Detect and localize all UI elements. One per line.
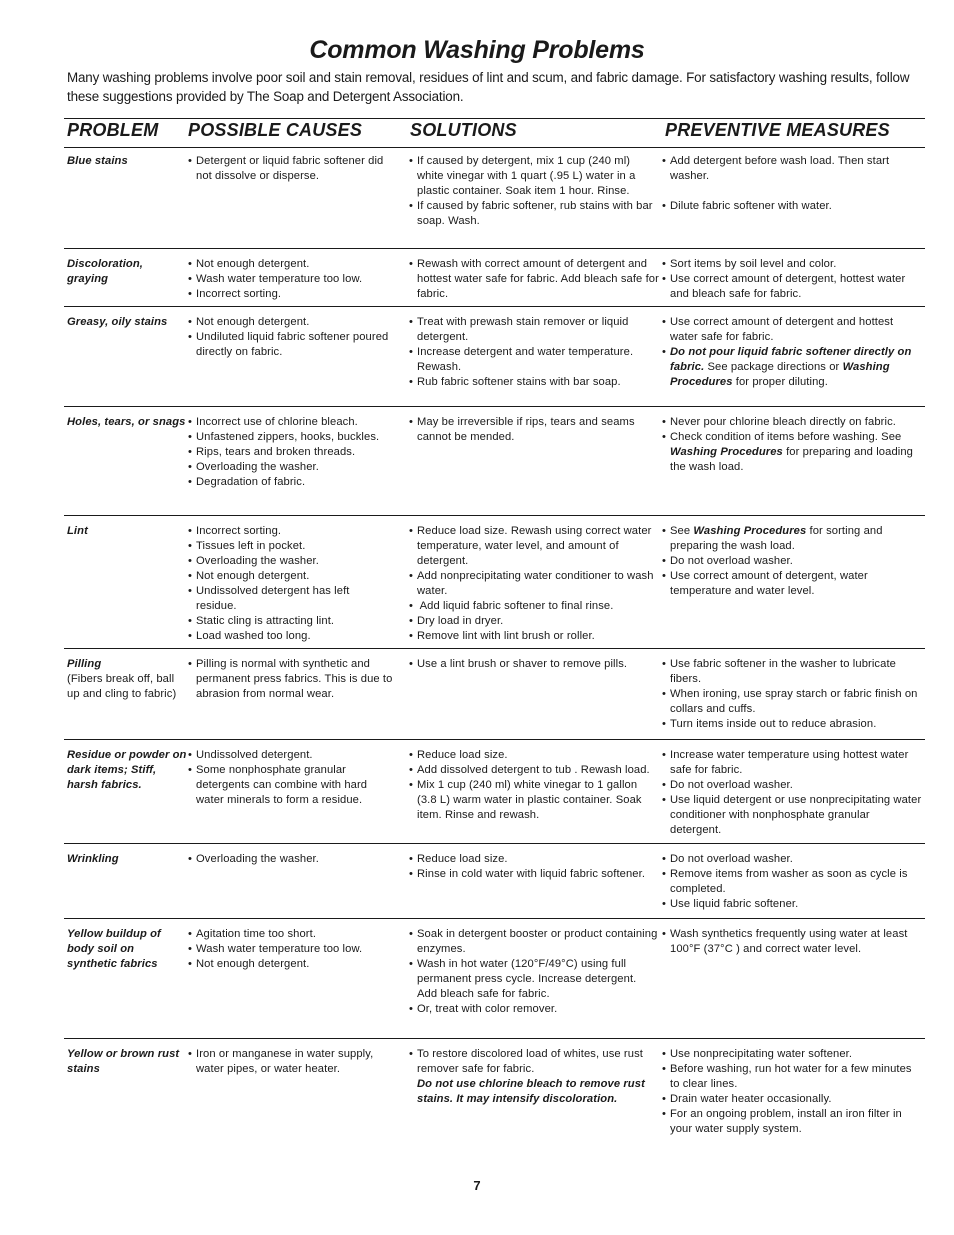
table-row: [64, 740, 925, 844]
solutions-cell: [409, 657, 659, 672]
list-item: • Before washing, run hot water for a few minutes to clear lines.: [662, 1062, 922, 1092]
list-item: • Do not overload washer.: [662, 554, 922, 569]
list-item: • Wash water temperature too low.: [188, 942, 393, 957]
causes-cell: [188, 315, 393, 360]
preventive-cell: [662, 524, 922, 599]
body-text: See: [670, 525, 694, 537]
causes-cell: [188, 748, 393, 808]
list-item: • Treat with prewash stain remover or liquid detergent.: [409, 315, 659, 345]
list-item: • Rinse in cold water with liquid fabric softener.: [409, 867, 659, 882]
list-item: • Overloading the washer.: [188, 554, 393, 569]
solutions-cell: [409, 524, 659, 644]
list-item: Add bleach safe for fabric.: [417, 988, 550, 1000]
causes-cell: [188, 1047, 393, 1077]
list-item: • Dry load in dryer.: [409, 614, 659, 629]
problem-cell: Discoloration, graying: [67, 258, 143, 285]
list-item: • Incorrect sorting.: [188, 287, 393, 302]
list-item: [662, 430, 922, 475]
causes-cell: [188, 524, 393, 644]
preventive-cell: [662, 415, 922, 475]
preventive-cell: [662, 257, 922, 302]
causes-cell: [188, 257, 393, 302]
list-item: • Some nonphosphate granular detergents can combine with hard water minerals to form a residue.: [188, 763, 393, 808]
table-row: [64, 649, 925, 740]
causes-cell: [188, 154, 393, 184]
list-item: • Incorrect use of chlorine bleach.: [188, 415, 393, 430]
solutions-cell: [409, 852, 659, 882]
list-item: • Static cling is attracting lint.: [188, 614, 393, 629]
list-item: • Wash synthetics frequently using water at least 100°F (37°C ) and correct water level.: [662, 927, 922, 957]
list-item: • Add nonprecipitating water conditioner to wash water.: [409, 569, 659, 599]
list-item: • Reduce load size.: [409, 748, 659, 763]
list-item: • Use correct amount of detergent, hottest water and bleach safe for fabric.: [662, 272, 922, 302]
table-row: [64, 919, 925, 1039]
list-item: • Unfastened zippers, hooks, buckles.: [188, 430, 393, 445]
causes-cell: [188, 927, 393, 972]
problem-subtitle: (Fibers break off, ball up and cling to fabric): [67, 673, 177, 700]
problem-cell: Residue or powder on dark items; Stiff, harsh fabrics.: [67, 749, 187, 791]
list-item: • Use fabric softener in the washer to lubricate fibers.: [662, 657, 922, 687]
list-item: • Overloading the washer.: [188, 852, 393, 867]
list-item: [662, 345, 922, 390]
solutions-cell: [409, 1047, 659, 1107]
list-item: • Use nonprecipitating water softener.: [662, 1047, 922, 1062]
list-item: • Add dissolved detergent to tub . Rewash load.: [409, 763, 659, 778]
solutions-cell: [409, 257, 659, 302]
emphasis-text: Washing Procedures: [670, 446, 783, 458]
list-item: • Pilling is normal with synthetic and permanent press fabrics. This is due to abrasion from normal wear.: [188, 657, 393, 702]
table-row: [64, 146, 925, 249]
list-item: • Iron or manganese in water supply, water pipes, or water heater.: [188, 1047, 393, 1077]
causes-cell: [188, 657, 393, 702]
body-text: for proper diluting.: [732, 376, 828, 388]
table-row: [64, 307, 925, 407]
list-item: • Rips, tears and broken threads.: [188, 445, 393, 460]
preventive-cell: [662, 748, 922, 838]
preventive-cell: [662, 657, 922, 732]
list-item: • If caused by fabric softener, rub stains with bar soap. Wash.: [409, 199, 659, 229]
body-text: See package directions or: [704, 361, 843, 373]
list-item: • Rub fabric softener stains with bar soap.: [409, 375, 659, 390]
preventive-cell: [662, 852, 922, 912]
problem-cell: Yellow or brown rust stains: [67, 1048, 180, 1075]
emphasis-text: Washing Procedures: [693, 525, 807, 537]
preventive-cell: [662, 1047, 922, 1137]
list-item: • Increase detergent and water temperature. Rewash.: [409, 345, 659, 375]
list-item: • Use liquid detergent or use nonprecipitating water conditioner with nonphosphate granular detergent.: [662, 793, 922, 838]
problem-cell: [67, 657, 187, 702]
list-item: • Use a lint brush or shaver to remove pills.: [409, 657, 659, 672]
list-item: • Overloading the washer.: [188, 460, 393, 475]
list-item: • Turn items inside out to reduce abrasion.: [662, 717, 922, 732]
list-item: • Increase water temperature using hottest water safe for fabric.: [662, 748, 922, 778]
table-header: [64, 118, 925, 148]
list-item: • Never pour chlorine bleach directly on fabric.: [662, 415, 922, 430]
list-item: • Do not overload washer.: [662, 852, 922, 867]
solutions-cell: [409, 154, 659, 229]
list-item: • Use correct amount of detergent, water temperature and water level.: [662, 569, 922, 599]
problem-cell: Lint: [67, 525, 88, 537]
body-text: Check condition of items before washing. See: [670, 431, 902, 443]
list-item: • Use liquid fabric softener.: [662, 897, 922, 912]
list-item: • Drain water heater occasionally.: [662, 1092, 922, 1107]
list-item: • Add liquid fabric softener to final rinse.: [409, 599, 659, 614]
list-item: • Or, treat with color remover.: [409, 1002, 659, 1017]
list-item: • Not enough detergent.: [188, 257, 393, 272]
table-row: [64, 1039, 925, 1143]
list-item: • For an ongoing problem, install an iron filter in your water supply system.: [662, 1107, 922, 1137]
list-item: • When ironing, use spray starch or fabric finish on collars and cuffs.: [662, 687, 922, 717]
body-text: for sorting and preparing the wash load.: [670, 525, 883, 552]
problem-cell: Greasy, oily stains: [67, 316, 168, 328]
list-item: • Tissues left in pocket.: [188, 539, 393, 554]
list-item: • Sort items by soil level and color.: [662, 257, 922, 272]
header-possible-causes: POSSIBLE CAUSES: [188, 120, 363, 140]
list-item: • Reduce load size. Rewash using correct water temperature, water level, and amount of detergent.: [409, 524, 659, 569]
causes-cell: [188, 852, 393, 867]
problem-cell: Yellow buildup of body soil on synthetic fabrics: [67, 928, 161, 970]
table-row: [64, 249, 925, 307]
header-preventive-measures: PREVENTIVE MEASURES: [665, 120, 890, 140]
header-problem: PROBLEM: [67, 120, 159, 140]
list-item: • Incorrect sorting.: [188, 524, 393, 539]
intro-paragraph: Many washing problems involve poor soil and stain removal, residues of lint and scum, and fabric damage. For satisfactory washing results, follow these suggestions provided by The Soap and Detergent Association.: [67, 70, 910, 104]
list-item: • Add detergent before wash load. Then start washer.: [662, 154, 922, 184]
list-item: • Load washed too long.: [188, 629, 393, 644]
preventive-cell: [662, 315, 922, 390]
list-item: • Undiluted liquid fabric softener poured directly on fabric.: [188, 330, 393, 360]
list-item: • Reduce load size.: [409, 852, 659, 867]
list-item: • If caused by detergent, mix 1 cup (240 ml) white vinegar with 1 quart (.95 L) water in a plastic container. Soak item 1 hour. Rinse.: [409, 154, 659, 199]
solutions-cell: [409, 415, 659, 445]
solutions-cell: [409, 927, 659, 1017]
causes-cell: [188, 415, 393, 490]
list-item: • Soak in detergent booster or product containing enzymes.: [409, 927, 659, 957]
table-row: [64, 844, 925, 919]
table-row: [64, 516, 925, 649]
list-item: • Detergent or liquid fabric softener did not dissolve or disperse.: [188, 154, 393, 184]
list-item: • Do not overload washer.: [662, 778, 922, 793]
list-item: • Rewash with correct amount of detergent and hottest water safe for fabric. Add bleach safe for fabric.: [409, 257, 659, 302]
list-item: • Remove items from washer as soon as cycle is completed.: [662, 867, 922, 897]
problem-cell: Wrinkling: [67, 853, 119, 865]
list-item: • Not enough detergent.: [188, 569, 393, 584]
list-item: • Undissolved detergent has left residue.: [188, 584, 393, 614]
header-solutions: SOLUTIONS: [410, 120, 517, 140]
solutions-cell: [409, 748, 659, 823]
list-item: • Dilute fabric softener with water.: [662, 199, 922, 214]
list-item: • To restore discolored load of whites, use rust remover safe for fabric.: [409, 1047, 659, 1077]
solutions-cell: [409, 315, 659, 390]
problem-title: Pilling: [67, 658, 102, 670]
list-item: • Not enough detergent.: [188, 957, 393, 972]
preventive-cell: [662, 154, 922, 214]
preventive-cell: [662, 927, 922, 957]
page-title: Common Washing Problems: [309, 36, 645, 64]
warning-text: Do not use chlorine bleach to remove rust stains. It may intensify discoloration.: [417, 1078, 645, 1105]
problem-cell: Holes, tears, or snags: [67, 416, 186, 428]
list-item: • Remove lint with lint brush or roller.: [409, 629, 659, 644]
list-item: • Wash in hot water (120°F/49°C) using full permanent press cycle. Increase detergent.: [409, 957, 659, 987]
list-item: • May be irreversible if rips, tears and seams cannot be mended.: [409, 415, 659, 445]
list-item: • Use correct amount of detergent and hottest water safe for fabric.: [662, 315, 922, 345]
list-item: • Agitation time too short.: [188, 927, 393, 942]
list-item: • Not enough detergent.: [188, 315, 393, 330]
emphasis-text: Do not pour liquid fabric softener directly on fabric.: [670, 346, 912, 373]
list-item: • Wash water temperature too low.: [188, 272, 393, 287]
list-item: • Degradation of fabric.: [188, 475, 393, 490]
body-text: for preparing and loading the wash load.: [670, 446, 913, 473]
table-row: [64, 407, 925, 516]
list-item: • Mix 1 cup (240 ml) white vinegar to 1 gallon (3.8 L) warm water in plastic container. Soak item. Rinse and rewash.: [409, 778, 659, 823]
list-item: • Undissolved detergent.: [188, 748, 393, 763]
list-item: [662, 524, 922, 554]
problem-cell: Blue stains: [67, 155, 128, 167]
page-number: 7: [473, 1178, 481, 1193]
emphasis-text: Washing Procedures: [670, 361, 890, 388]
